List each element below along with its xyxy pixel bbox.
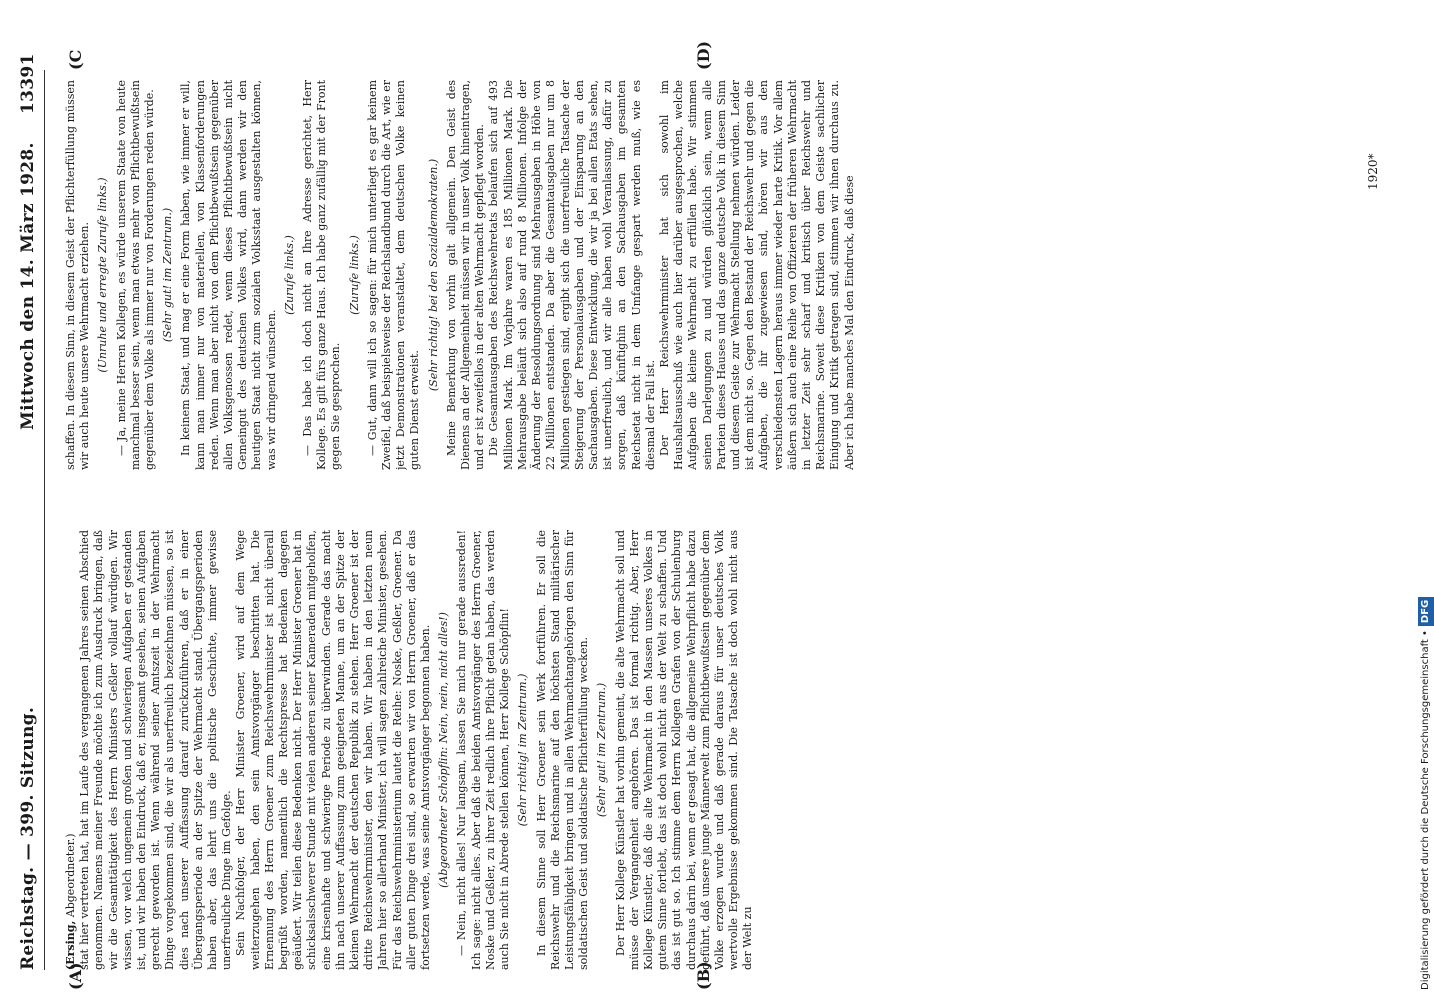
dfg-logo: DFG xyxy=(1418,597,1434,626)
paragraph: — Nein, nicht alles! Nur langsam, lassen Sie mich nur gerade aussreden! Ich sage: nicht alles. Aber daß die beiden Amtsvorgänger des Herrn Groener, Noske und Geßler, zu ihrer Zeit redlich ihre Pflicht getan haben, das werden auch Sie nicht in Abrede stellen können, Herr Kollege Schöpflin! xyxy=(455,530,512,970)
rotated-document-page xyxy=(0,10,1390,990)
paragraph: Meine Bemerkung von vorhin galt allgemein. Den Geist des Dienens an der Allgemeinheit müssen wir in unser Volk hineintragen, und er ist zweifellos in der alten Wehrmacht gepflegt worden. xyxy=(444,80,487,470)
page-number: 13391 xyxy=(18,53,38,114)
interjection: (Sehr gut! im Zentrum.) xyxy=(161,207,175,343)
paragraph: In diesem Sinne soll Herr Groener sein Werk fortführen. Er soll die Reichswehr und die Reichsmarine auf den höchsten Stand militärischer Leistungsfähigkeit bringen und in allen Wehrmachtangehörigen den Sinn für soldatischen Geist und soldatische Pflichterfüllung wecken. xyxy=(534,530,591,970)
paragraph: — Gut, dann will ich so sagen: für mich unterliegt es gar keinem Zweifel, daß beispielsweise der Reichslandbund durch die Art, wie er jetzt Demonstrationen veranstaltet, dem deutschen Volke keinen guten Dienst erweist. xyxy=(365,80,422,470)
interjection: (Zurufe links.) xyxy=(282,235,296,315)
paragraph: Die Gesamtausgaben des Reichswehretats belaufen sich auf 493 Millionen Mark. Im Vorjahre waren es 185 Millionen Mark. Die Mehrausgabe beläuft sich also auf rund 8 Millionen. Infolge der Änderung der Besoldungsordnung sind Mehrausgaben in Höhe von 22 Millionen entstanden. Da aber die Gesamtausgaben nur um 8 Millionen gestiegen sind, ergibt sich die unerfreuliche Tatsache der Steigerung der Personalausgaben und der Einsparung an den Sachausgaben. Diese Entwicklung, die wir ja bei allen Etats sehen, ist unerfreulich, und wir alle haben wohl Veranlassung, dafür zu sorgen, daß künftighin an den Sachausgaben im gesamten Reichsetat nicht in dem Umfange gespart werden muß, wie es diesmal der Fall ist. xyxy=(487,80,657,470)
header-left: Reichstag. — 399. Sitzung. xyxy=(18,706,38,970)
margin-marker-b: (B) xyxy=(694,961,713,990)
paragraph: — Das habe ich doch nicht an Ihre Adresse gerichtet, Herr Kollege. Es gilt fürs ganze Haus. Ich habe ganz zufällig mit der Front gegen Sie gesprochen. xyxy=(301,80,343,470)
interjection: (Sehr gut! im Zentrum.) xyxy=(595,682,609,818)
sidebar-credit-text: Digitalisierung gefördert durch die Deutsche Forschungsgemeinschaft • xyxy=(1420,630,1431,990)
interjection: (Sehr richtig! im Zentrum.) xyxy=(516,673,530,827)
speaker-line xyxy=(64,530,78,970)
paragraph: stat hier vertreten hat, hat im Laufe des vergangenen Jahres seinen Abschied genommen. Namens meiner Freunde möchte ich zum Ausdruck bringen, daß wir die Gesamttätigkeit des Herrn Ministers Geßler vollauf würdigen. Wir wissen, vor welch ungemein großen und schwierigen Aufgaben er gestanden ist, und wir haben den Eindruck, daß er, insgesamt gesehen, seinen Aufgaben gerecht geworden ist. Wenn während seiner Amtszeit in der Wehrmacht Dinge vorgekommen sind, die wir als unerfreulich bezeichnen müssen, so ist dies nach unserer Auffassung darauf zurückzuführen, daß er in einer Übergangsperiode an der Spitze der Wehrmacht stand. Übergangsperioden haben aber, das lehrt uns die politische Geschichte, immer gewisse unerfreuliche Dinge im Gefolge. xyxy=(78,530,234,970)
margin-marker-d: (D) xyxy=(694,40,713,70)
speaker-role: Abgeordneter.) xyxy=(64,833,77,921)
text-column-right xyxy=(64,80,1364,470)
margin-marker-c: (C xyxy=(66,49,85,70)
sidebar-credit xyxy=(1418,10,1434,990)
paragraph: In keinem Staat, und mag er eine Form haben, wie immer er will, kann man immer nur von materiellen, von Klassenforderungen reden. Wenn man aber nicht von dem Pflichtbewußtsein gegenüber allen Volksgenossen redet, wenn dieses Pflichtbewußtsein nicht Gemeingut des deutschen Volkes wird, dann werden wir den heutigen Staat nicht zum sozialen Volksstaat ausgestalten können, was wir dringend wünschen. xyxy=(179,80,278,470)
margin-marker-a: (A) xyxy=(66,962,85,990)
text-column-left xyxy=(64,530,1364,970)
page-footer-signature: 1920* xyxy=(1366,153,1380,190)
paragraph: Der Herr Reichswehrminister hat sich sowohl im Haushaltsausschuß wie auch hier darüber ausgesprochen, welche Aufgaben die kleine Wehrmacht zu erfüllen habe. Wir stimmen seinen Darlegungen zu und würden glücklich sein, wenn alle Parteien dieses Hauses und das ganze deutsche Volk in diesem Sinn und diesem Geiste zur Wehrmacht Stellung nehmen würden. Leider ist dem nicht so. Gegen den Bestand der Reichswehr und gegen die Aufgaben, die ihr zugewiesen sind, hören wir aus den verschiedensten Lagern heraus immer wieder harte Kritik. Vor allem äußern sich auch eine Reihe von Offizieren der früheren Wehrmacht in letzter Zeit sehr scharf und kritisch über Reichswehr und Reichsmarine. Soweit diese Kritiken von dem Geiste sachlicher Einigung und Kritik getragen sind, stimmen wir ihnen durchaus zu. Aber ich habe manches Mal den Eindruck, daß diese xyxy=(657,80,856,470)
interjection: (Sehr richtig! bei den Sozialdemokraten.) xyxy=(426,158,440,392)
paragraph: Der Herr Kollege Künstler hat vorhin gemeint, die alte Wehrmacht soll und müsse der Vergangenheit angehören. Das ist formal richtig. Aber, Herr Kollege Künstler, daß die alte Wehrmacht in den Massen unseres Volkes in gutem Sinne fortlebt, das ist doch wohl nicht aus der Welt zu schaffen. Und das ist gut so. Ich stimme dem Herrn Kollegen Grafen von der Schulenburg durchaus darin bei, wenn er gesagt hat, die allgemeine Wehrpflicht habe dazu geführt, daß unsere junge Männerwelt zum Pflichtbewußtsein gegenüber dem Volke erzogen wurde und daß gerade daraus für unser deutsches Volk wertvolle Ergebnisse gekommen sind. Die Tatsache ist doch wohl nicht aus der Welt zu xyxy=(613,530,755,970)
interjection: (Zurufe links.) xyxy=(347,235,361,315)
paragraph: schaffen. In diesem Sinn, in diesem Geist der Pflichterfüllung müssen wir auch heute unsere Wehrmacht erziehen. xyxy=(64,80,92,470)
paragraph: Sein Nachfolger, der Herr Minister Groener, wird auf dem Wege weiterzugehen haben, den sein Amtsvorgänger beschritten hat. Die Ernennung des Herrn Groener zum Reichswehrminister ist nicht überall begrüßt worden, namentlich die Rechtspresse hat Bedenken dagegen geäußert. Wir teilen diese Bedenken nicht. Der Herr Minister Groener hat in schicksalsschwerer Stunde mit vielen anderen seiner Kameraden mitgeholfen, eine krisenhafte und schwierige Periode zu überwinden. Gerade das macht ihn nach unserer Auffassung zum geeigneten Manne, um an der Spitze der kleinen Wehrmacht der deutschen Republik zu stehen. Herr Groener ist der dritte Reichswehrminister, den wir haben. Wir haben in den letzten neun Jahren hier so allerhand Minister, ich will sagen zahlreiche Minister, gesehen. Für das Reichswehrministerium lautet die Reihe: Noske, Geßler, Groener. Da aller guten Dinge drei sind, so erwarten wir von Herrn Groener, daß er das fortsetzen werde, was seine Amtsvorgänger begonnen haben. xyxy=(234,530,433,970)
paragraph: — Ja, meine Herren Kollegen, es würde unserem Staate von heute manchmal besser sein, wenn man etwas mehr von Pflichtbewußtsein gegenüber dem Volke als immer nur von Forderungen reden würde. xyxy=(114,80,157,470)
header-right: Mittwoch den 14. März 1928. xyxy=(18,142,38,430)
header-rule xyxy=(44,70,45,970)
interjection: (Abgeordneter Schöpflin: Nein, nein, nicht alles!) xyxy=(437,612,451,888)
speaker-name: (Ersing, xyxy=(64,920,77,970)
interjection: (Unruhe und erregte Zurufe links.) xyxy=(96,177,110,373)
dfg-sidebar xyxy=(1418,10,1434,990)
